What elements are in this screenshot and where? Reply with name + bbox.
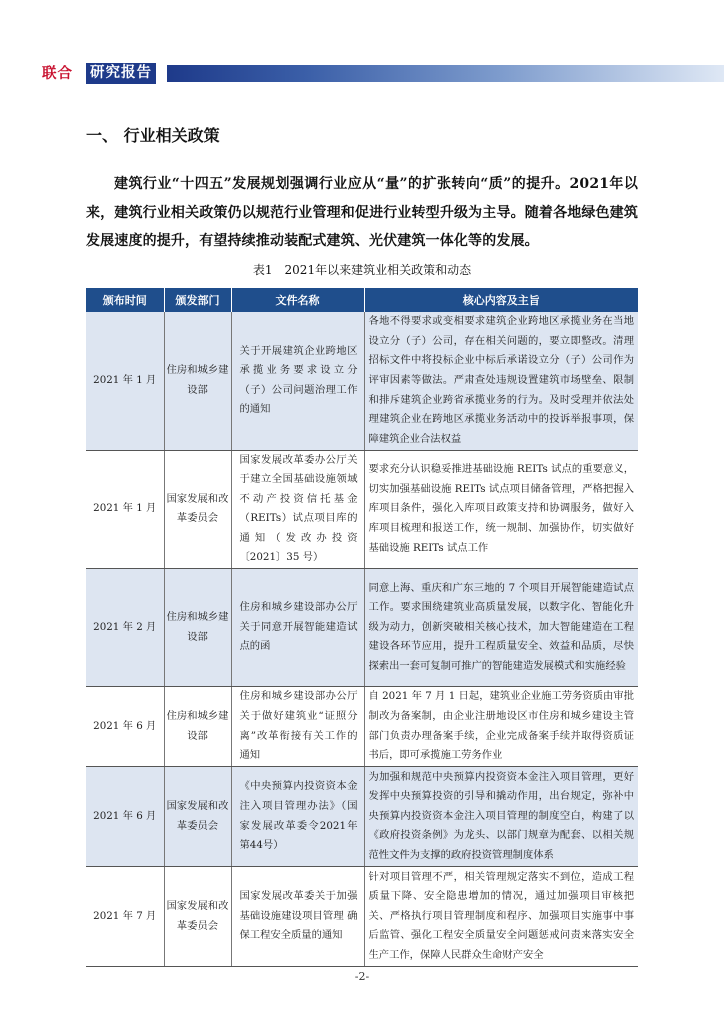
row-department: 住房和城乡建设部 [164, 312, 231, 450]
header-document: 文件名称 [231, 288, 364, 312]
row-document: 《中央预算内投资资本金注入项目管理办法》（国家发展改革委令2021年第44号） [231, 767, 364, 867]
intro-paragraph: 建筑行业“十四五”发展规划强调行业应从“量”的扩张转向“质”的提升。2021年以来，建筑行业相关政策仍以规范行业管理和促进行业转型升级为主导。随着各地绿色建筑发展速度的提升，有望持续推动装配式建筑、光伏建筑一体化等的发展。 [86, 176, 638, 249]
table-row [86, 569, 638, 687]
table-row [86, 767, 638, 867]
header-date: 颁布时间 [86, 288, 164, 312]
page-number: -2- [354, 970, 370, 983]
table-caption: 表1 2021年以来建筑业相关政策和动态 [252, 263, 472, 277]
brand-logo-text: 联合 [42, 66, 73, 82]
row-date: 2021 年 6 月 [86, 687, 164, 767]
row-document: 住房和城乡建设部办公厅关于做好建筑业“证照分离”改革衔接有关工作的通知 [231, 687, 364, 767]
table-row [86, 312, 638, 450]
header-gradient-bar [167, 65, 724, 82]
row-core-content: 为加强和规范中央预算内投资资本金注入项目管理，更好发挥中央预算投资的引导和撬动作用，出台规定，弥补中央预算内投资资本金注入项目管理的制度空白，构建了以《政府投资条例》为龙头、以部门规章为配套、以相关规范性文件为支撑的政府投资管理制度体系 [364, 767, 638, 867]
row-date: 2021 年 7 月 [86, 867, 164, 967]
table-row [86, 867, 638, 967]
row-date: 2021 年 6 月 [86, 767, 164, 867]
header-core-content: 核心内容及主旨 [364, 288, 638, 312]
report-label: 研究报告 [86, 63, 156, 84]
report-header [0, 62, 724, 86]
row-core-content: 各地不得要求或变相要求建筑企业跨地区承揽业务在当地设立分（子）公司，存在相关问题的，要立即整改。清理招标文件中将投标企业中标后承诺设立分（子）公司作为评审因素等做法。严肃查处违规设置建筑市场壁垒、限制和排斥建筑企业跨省承揽业务的行为。及时受理并依法处理建筑企业在跨地区承揽业务活动中的投诉举报事项，保障建筑企业合法权益 [364, 312, 638, 450]
row-department: 住房和城乡建设部 [164, 687, 231, 767]
row-date: 2021 年 1 月 [86, 312, 164, 450]
row-core-content: 自 2021 年 7 月 1 日起，建筑业企业施工劳务资质由审批制改为备案制，由企业注册地设区市住房和城乡建设主管部门负责办理备案手续，企业完成备案手续并取得资质证书后，即可承揽施工劳务作业 [364, 687, 638, 767]
table-header-row [86, 288, 638, 312]
row-date: 2021 年 2 月 [86, 569, 164, 687]
row-core-content: 同意上海、重庆和广东三地的 7 个项目开展智能建造试点工作。要求围绕建筑业高质量发展，以数字化、智能化升级为动力，创新突破相关核心技术，加大智能建造在工程建设各环节应用，提升工程质量安全、效益和品质，尽快探索出一套可复制可推广的智能建造发展模式和实施经验 [364, 569, 638, 687]
row-document: 关于开展建筑企业跨地区承揽业务要求设立分（子）公司问题治理工作的通知 [231, 312, 364, 450]
section-title: 一、 行业相关政策 [86, 126, 220, 145]
table-row [86, 450, 638, 569]
row-department: 国家发展和改革委员会 [164, 867, 231, 967]
row-department: 国家发展和改革委员会 [164, 767, 231, 867]
row-department: 住房和城乡建设部 [164, 569, 231, 687]
row-core-content: 针对项目管理不严，相关管理规定落实不到位，造成工程质量下降、安全隐患增加的情况，通过加强项目审核把关、严格执行项目管理制度和程序、加强项目实施事中事后监管、强化工程安全质量安全问题惩戒问责来落实安全生产工作，保障人民群众生命财产安全 [364, 867, 638, 967]
row-core-content: 要求充分认识稳妥推进基础设施 REITs 试点的重要意义，切实加强基础设施 REITs 试点项目储备管理，严格把握入库项目条件，强化入库项目政策支持和协调服务，做好入库项目梳理和报送工作，统一规制、加强协作，切实做好基础设施 REITs 试点工作 [364, 450, 638, 569]
row-department: 国家发展和改革委员会 [164, 450, 231, 569]
row-date: 2021 年 1 月 [86, 450, 164, 569]
row-document: 国家发展改革委办公厅关于建立全国基础设施领域不动产投资信托基金（REITs）试点项目库的通知（发改办投资〔2021〕35 号） [231, 450, 364, 569]
header-department: 颁发部门 [164, 288, 231, 312]
row-document: 国家发展改革委关于加强基础设施建设项目管理 确保工程安全质量的通知 [231, 867, 364, 967]
row-document: 住房和城乡建设部办公厅关于同意开展智能建造试点的函 [231, 569, 364, 687]
policy-table [86, 288, 638, 967]
table-row [86, 687, 638, 767]
